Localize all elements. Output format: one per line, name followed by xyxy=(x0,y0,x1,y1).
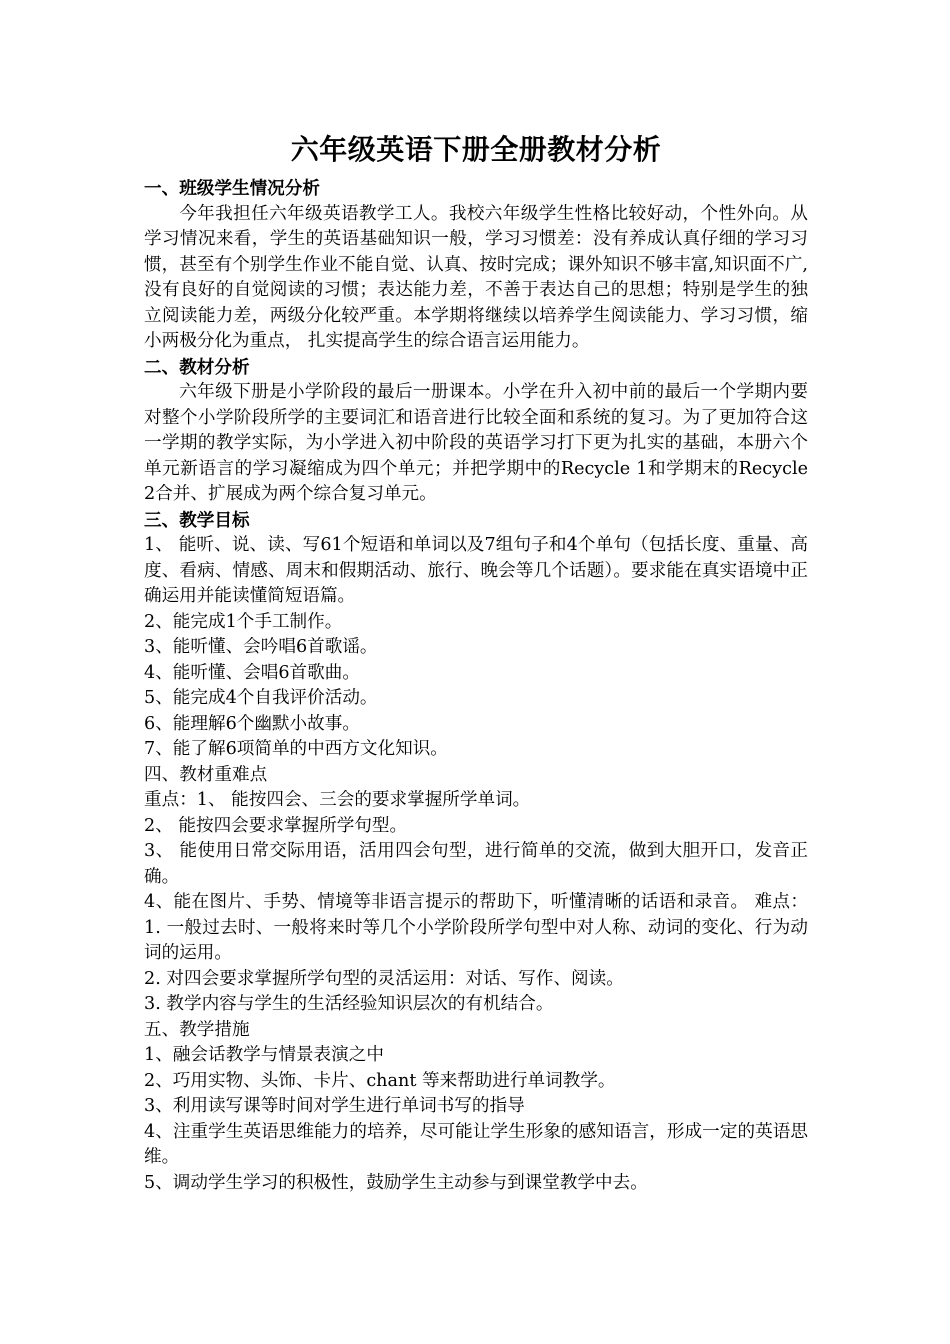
list-item: 3、能听懂、会吟唱6首歌谣。 xyxy=(144,637,378,657)
section-key-difficult-points xyxy=(144,763,808,1018)
list-item: 5、调动学生学习的积极性，鼓励学生主动参与到课堂教学中去。 xyxy=(144,1172,648,1193)
list-item: 2、能完成1个手工制作。 xyxy=(144,611,343,632)
list-item: 重点：1、 能按四会、三会的要求掌握所学单词。 xyxy=(144,790,531,810)
list-item: 2、 能按四会要求掌握所学句型。 xyxy=(144,815,408,836)
list-item: 4、能在图片、手势、情境等非语言提示的帮助下，听懂清晰的话语和录音。 难点：1. 一般过去时、一般将来时等几个小学阶段所学句型中对人称、动词的变化、行为动词的运用。 xyxy=(144,892,808,963)
section-heading: 三、教学目标 xyxy=(144,509,250,531)
list-item: 3. 教学内容与学生的生活经验知识层次的有机结合。 xyxy=(144,994,554,1014)
document-title: 六年级英语下册全册教材分析 xyxy=(290,133,662,166)
paragraph: 今年我担任六年级英语教学工人。我校六年级学生性格比较好动，个性外向。从学习情况来看，学生的英语基础知识一般，学习习惯差：没有养成认真仔细的学习习惯，甚至有个别学生作业不能自觉、认真、按时完成；课外知识不够丰富,知识面不广,没有良好的自觉阅读的习惯；表达能力差，不善于表达自己的思想；特别是学生的独立阅读能力差，两级分化较严重。本学期将继续以培养学生阅读能力、学习习惯，缩小两极分化为重点， 扎实提高学生的综合语言运用能力。 xyxy=(144,203,808,351)
list-item: 7、能了解6项简单的中西方文化知识。 xyxy=(144,739,448,759)
list-item: 1、融会话教学与情景表演之中 xyxy=(144,1045,384,1065)
list-item: 2. 对四会要求掌握所学句型的灵活运用：对话、写作、阅读。 xyxy=(144,968,624,989)
list-item: 3、 能使用日常交际用语，活用四会句型，进行简单的交流，做到大胆开口，发音正确。 xyxy=(144,841,808,887)
list-item: 5、能完成4个自我评价活动。 xyxy=(144,688,378,708)
list-item: 2、巧用实物、头饰、卡片、chant 等来帮助进行单词教学。 xyxy=(144,1070,616,1091)
section-teaching-measures xyxy=(144,1018,808,1197)
list-item: 6、能理解6个幽默小故事。 xyxy=(144,713,360,734)
section-heading: 二、教材分析 xyxy=(144,356,250,378)
section-heading: 一、班级学生情况分析 xyxy=(144,178,320,199)
list-item: 4、能听懂、会唱6首歌曲。 xyxy=(144,662,360,683)
section-heading: 四、教材重难点 xyxy=(144,764,268,785)
paragraph: 六年级下册是小学阶段的最后一册课本。小学在升入初中前的最后一个学期内要对整个小学阶段所学的主要词汇和语音进行比较全面和系统的复习。为了更加符合这一学期的教学实际，为小学进入初中阶段的英语学习打下更为扎实的基础，本册六个单元新语言的学习凝缩成为四个单元；并把学期中的Recycle 1和学期末的Recycle 2合并、扩展成为两个综合复习单元。 xyxy=(144,382,808,504)
list-item: 3、利用读写课等时间对学生进行单词书写的指导 xyxy=(144,1096,525,1116)
section-teaching-goals xyxy=(144,508,808,763)
section-class-situation xyxy=(144,176,808,355)
list-item: 1、 能听、说、读、写61个短语和单词以及7组句子和4个单句（包括长度、重量、高度、看病、情感、周末和假期活动、旅行、晚会等几个话题）。要求能在真实语境中正确运用并能读懂简短语篇。 xyxy=(144,535,808,606)
document-page xyxy=(144,128,808,1196)
section-heading: 五、教学措施 xyxy=(144,1019,250,1040)
list-item: 4、注重学生英语思维能力的培养，尽可能让学生形象的感知语言，形成一定的英语思维。 xyxy=(144,1121,808,1167)
section-textbook-analysis xyxy=(144,355,808,508)
